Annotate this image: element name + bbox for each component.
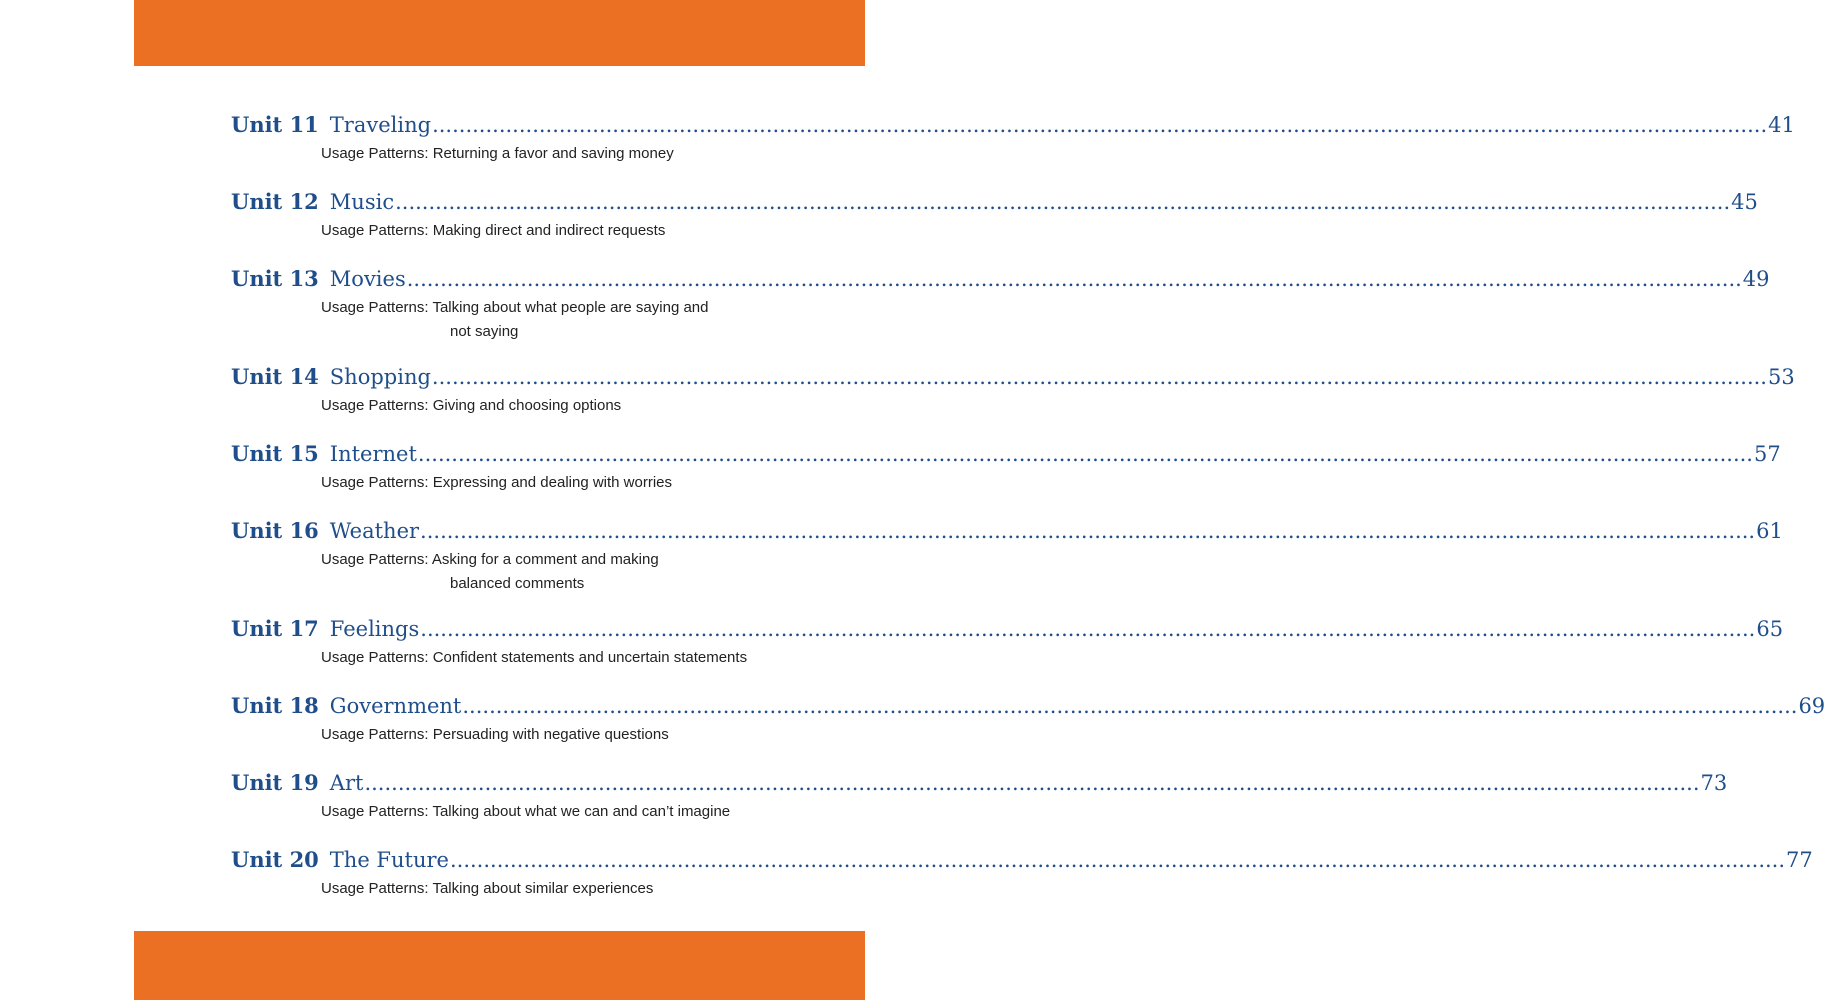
unit-number: Unit 17 [231, 616, 319, 641]
toc-title-line [231, 266, 1770, 294]
page-number: 61 [1756, 519, 1783, 543]
usage-patterns-continuation: not saying [450, 323, 519, 340]
toc-entry[interactable] [231, 266, 1770, 364]
unit-number: Unit 13 [231, 266, 319, 291]
toc-entry[interactable] [231, 770, 1728, 847]
unit-title: Shopping [329, 365, 431, 389]
bottom-orange-band [134, 931, 865, 1000]
unit-number: Unit 11 [231, 112, 319, 137]
page-number: 77 [1786, 848, 1813, 872]
page-number: 41 [1768, 113, 1795, 137]
usage-patterns-text: Usage Patterns: Talking about what people are saying and [321, 299, 709, 316]
usage-patterns-text: Usage Patterns: Talking about what we can and can’t imagine [321, 803, 731, 820]
page-number: 65 [1756, 617, 1784, 641]
toc-entry[interactable] [231, 112, 1795, 189]
toc-entry[interactable] [231, 364, 1795, 441]
unit-title: Internet [329, 442, 417, 466]
unit-number: Unit 20 [231, 847, 319, 872]
table-of-contents [231, 112, 1825, 924]
page-number: 49 [1742, 267, 1770, 291]
unit-title: Government [329, 694, 462, 718]
unit-number: Unit 16 [231, 518, 319, 543]
unit-number: Unit 18 [231, 693, 319, 718]
toc-title-line [231, 693, 1825, 721]
toc-entry[interactable] [231, 693, 1825, 770]
dot-leader: ........................................................................................................................................................................................................ [449, 848, 1786, 872]
usage-patterns-text: Usage Patterns: Confident statements and uncertain statements [321, 649, 748, 666]
toc-entry[interactable] [231, 441, 1781, 518]
usage-patterns-text: Usage Patterns: Persuading with negative questions [321, 726, 669, 743]
toc-title-line [231, 441, 1781, 469]
page-number: 45 [1731, 190, 1758, 214]
usage-patterns-continuation: balanced comments [450, 575, 585, 592]
toc-title-line [231, 847, 1813, 875]
dot-leader: ........................................................................................................................................................................................................ [364, 771, 1700, 795]
unit-title: Weather [329, 519, 420, 543]
unit-number: Unit 12 [231, 189, 319, 214]
usage-patterns-text: Usage Patterns: Asking for a comment and making [321, 551, 659, 568]
page-number: 57 [1753, 442, 1781, 466]
dot-leader: ........................................................................................................................................................................................................ [420, 617, 1756, 641]
unit-title: Traveling [329, 113, 432, 137]
toc-entry[interactable] [231, 518, 1783, 616]
page-number: 73 [1700, 771, 1728, 795]
usage-patterns-text: Usage Patterns: Expressing and dealing with worries [321, 474, 673, 491]
dot-leader: ........................................................................................................................................................................................................ [462, 694, 1798, 718]
dot-leader: ........................................................................................................................................................................................................ [420, 519, 1756, 543]
dot-leader: ........................................................................................................................................................................................................ [432, 113, 1768, 137]
unit-number: Unit 14 [231, 364, 319, 389]
dot-leader: ........................................................................................................................................................................................................ [417, 442, 1753, 466]
unit-title: The Future [329, 848, 449, 872]
unit-title: Movies [329, 267, 406, 291]
toc-entry[interactable] [231, 189, 1758, 266]
page-number: 53 [1767, 365, 1795, 389]
toc-title-line [231, 189, 1758, 217]
usage-patterns-text: Usage Patterns: Giving and choosing options [321, 397, 622, 414]
usage-patterns-text: Usage Patterns: Talking about similar experiences [321, 880, 654, 897]
unit-number: Unit 15 [231, 441, 319, 466]
usage-patterns-text: Usage Patterns: Returning a favor and saving money [321, 145, 674, 162]
page-number: 69 [1798, 694, 1825, 718]
toc-title-line [231, 112, 1795, 140]
unit-number: Unit 19 [231, 770, 319, 795]
dot-leader: ........................................................................................................................................................................................................ [431, 365, 1767, 389]
toc-entry[interactable] [231, 616, 1784, 693]
unit-title: Feelings [329, 617, 420, 641]
toc-title-line [231, 364, 1795, 392]
top-orange-band [134, 0, 865, 66]
toc-title-line [231, 616, 1784, 644]
dot-leader: ........................................................................................................................................................................................................ [406, 267, 1742, 291]
usage-patterns-text: Usage Patterns: Making direct and indirect requests [321, 222, 666, 239]
unit-title: Music [329, 190, 395, 214]
toc-title-line [231, 518, 1783, 546]
unit-title: Art [329, 771, 364, 795]
toc-entry[interactable] [231, 847, 1813, 924]
dot-leader: ........................................................................................................................................................................................................ [395, 190, 1731, 214]
toc-title-line [231, 770, 1728, 798]
